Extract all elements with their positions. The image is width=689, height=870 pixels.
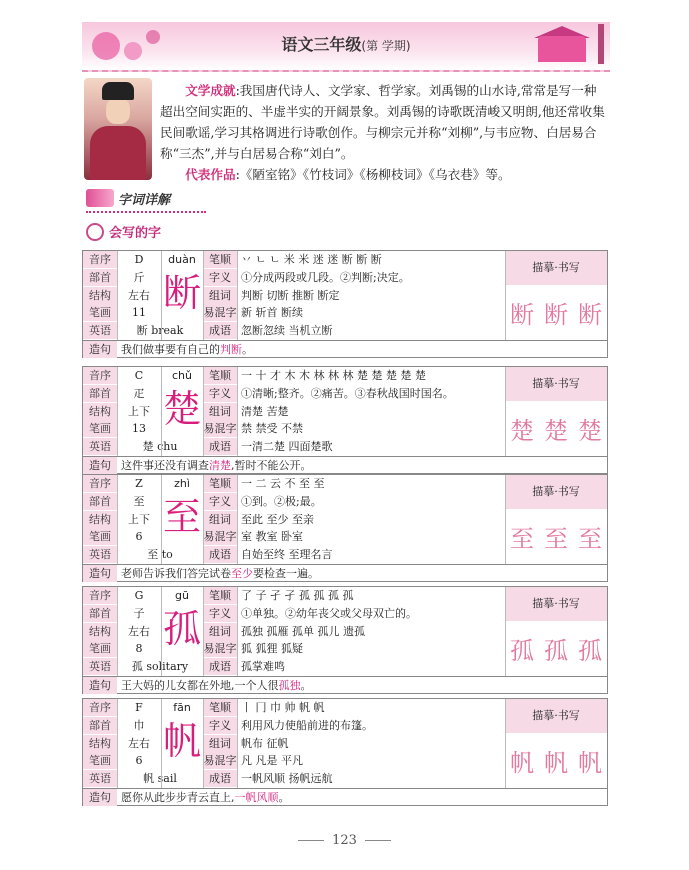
field-label: 笔顺 <box>203 475 237 492</box>
trace-practice <box>505 401 607 455</box>
field-value: ①清晰;整齐。②痛苦。③春秋战国时国名。 <box>241 386 454 400</box>
field-value: 孤掌难鸣 <box>241 660 285 674</box>
field-value: ①单独。②幼年丧父或父母双亡的。 <box>241 606 417 620</box>
field-value: ①到。②极;最。 <box>241 494 322 508</box>
field-label: 造句 <box>83 677 117 694</box>
field-label: 笔画 <box>83 420 117 437</box>
example-sentence: 造句 我们做事要有自己的判断。 <box>83 340 607 358</box>
target-character: 孤 <box>162 607 201 651</box>
trace-char: 帆 <box>578 748 602 777</box>
field-value: 至此 至少 至亲 <box>241 512 314 526</box>
field-label: 易混字 <box>203 642 237 656</box>
field-label: 字义 <box>203 385 237 402</box>
field-value: 新 斩首 断续 <box>241 306 303 320</box>
field-value: 一 二 云 不 至 至 <box>241 477 325 490</box>
target-character: 断 <box>162 271 201 315</box>
trace-label: 描摹·书写 <box>505 699 607 733</box>
example-sentence: 造句 王大妈的儿女都在外地,一个人很孤独。 <box>83 676 607 694</box>
field-label: 音序 <box>83 475 117 492</box>
trace-label: 描摹·书写 <box>505 367 607 401</box>
field-label: 笔画 <box>83 528 117 545</box>
field-label: 部首 <box>83 269 117 286</box>
field-value: F <box>135 701 143 714</box>
field-value: 8 <box>135 642 143 656</box>
trace-char: 楚 <box>510 416 534 445</box>
trace-practice <box>505 733 607 787</box>
field-label: 组词 <box>203 735 237 752</box>
field-value: G <box>134 589 144 602</box>
field-label: 组词 <box>203 287 237 304</box>
field-value: 斤 <box>133 270 145 284</box>
field-value: 自始至终 至理名言 <box>241 548 333 562</box>
highlight-word: 孤独 <box>278 679 301 692</box>
field-label: 成语 <box>203 438 237 455</box>
field-value: 丨 冂 巾 帅 帆 帆 <box>241 701 325 714</box>
field-label: 字义 <box>203 269 237 286</box>
field-label: 音序 <box>83 699 117 716</box>
highlight-word: 至少 <box>231 567 253 580</box>
author-achievement: 文学成就:我国唐代诗人、文学家、哲学家。刘禹锡的山水诗,常常是写一种超出空间实距的、半虚半实的开阔景象。刘禹锡的诗歌既清峻又明朗,他还常收集民间歌谣,学习其格调进行诗歌创作。与柳宗元并称“刘柳”,与韦应物、白居易合称“三杰”,并与白居易合称“刘白”。 <box>160 83 605 161</box>
field-label: 音序 <box>83 251 117 268</box>
section-heading: 字词详解 <box>86 188 170 208</box>
field-value: 判断 切断 推断 断定 <box>241 288 340 302</box>
trace-label: 描摹·书写 <box>505 475 607 509</box>
field-value: 11 <box>132 306 146 320</box>
field-label: 组词 <box>203 623 237 640</box>
field-value: 13 <box>132 422 146 436</box>
trace-label: 描摹·书写 <box>505 587 607 621</box>
page-number: 123 <box>0 833 689 848</box>
field-value: D <box>134 253 144 266</box>
trace-practice <box>505 621 607 675</box>
field-value: 上下 <box>128 404 150 418</box>
book-title: 语文三年级 <box>281 35 362 54</box>
trace-char: 楚 <box>578 416 602 445</box>
field-label: 成语 <box>203 546 237 563</box>
semester-label: (第 学期) <box>361 39 411 53</box>
field-value: 疋 <box>133 386 145 400</box>
trace-char: 孤 <box>510 636 534 665</box>
field-value: 帆布 征帆 <box>241 736 289 750</box>
field-label: 易混字 <box>203 306 237 320</box>
english-meaning: 断 break <box>136 324 184 338</box>
field-label: 造句 <box>83 457 117 474</box>
trace-practice <box>505 285 607 339</box>
field-label: 英语 <box>83 658 117 675</box>
trace-label: 描摹·书写 <box>505 251 607 285</box>
field-value: 子 <box>133 606 145 620</box>
field-value: C <box>134 369 144 382</box>
field-label: 结构 <box>83 403 117 420</box>
magnifier-icon <box>86 223 104 241</box>
example-sentence: 造句 这件事还没有调查清楚,暂时不能公开。 <box>83 456 607 474</box>
field-label: 造句 <box>83 565 117 582</box>
target-character: 帆 <box>162 719 201 763</box>
field-value: 禁 禁受 不禁 <box>241 422 303 436</box>
field-label: 成语 <box>203 322 237 339</box>
trace-char: 至 <box>544 524 568 553</box>
field-label: 笔画 <box>83 640 117 657</box>
field-value: 利用风力使船前进的布篷。 <box>241 718 373 732</box>
field-label: 音序 <box>83 367 117 384</box>
field-value: 狐 狐狸 狐疑 <box>241 642 303 656</box>
highlight-word: 一帆风顺 <box>234 791 279 804</box>
pinyin: zhì <box>174 477 190 490</box>
field-label: 部首 <box>83 385 117 402</box>
field-value: 左右 <box>128 736 150 750</box>
field-label: 字义 <box>203 605 237 622</box>
highlight-word: 判断 <box>220 343 242 356</box>
field-value: 左右 <box>128 288 150 302</box>
trace-char: 至 <box>510 524 534 553</box>
trace-char: 楚 <box>544 416 568 445</box>
trace-char: 孤 <box>578 636 602 665</box>
english-meaning: 孤 solitary <box>131 660 189 674</box>
target-character: 楚 <box>162 387 201 431</box>
field-value: 至 <box>133 494 145 508</box>
character-card <box>82 474 608 582</box>
pinyin: fān <box>173 701 191 714</box>
representative-works: 代表作品:《陋室铭》《竹枝词》《杨柳枝词》《乌衣巷》等。 <box>185 167 511 182</box>
example-sentence: 造句 老师告诉我们答完试卷至少要检查一遍。 <box>83 564 607 582</box>
field-label: 笔画 <box>83 752 117 769</box>
field-value: 丷 ㄴ ㄴ 米 米 迷 迷 断 断 断 <box>241 253 382 266</box>
field-label: 部首 <box>83 717 117 734</box>
field-label: 部首 <box>83 605 117 622</box>
trace-char: 断 <box>544 300 568 329</box>
field-label: 组词 <box>203 403 237 420</box>
field-label: 结构 <box>83 287 117 304</box>
english-meaning: 至 to <box>147 548 173 562</box>
field-value: 忽断忽续 当机立断 <box>241 324 333 338</box>
field-label: 笔顺 <box>203 587 237 604</box>
field-value: 清楚 苦楚 <box>241 404 289 418</box>
pinyin: duàn <box>168 253 196 266</box>
field-value: 室 教室 卧室 <box>241 530 303 544</box>
field-label: 字义 <box>203 493 237 510</box>
target-character: 至 <box>162 495 201 539</box>
field-label: 英语 <box>83 438 117 455</box>
trace-char: 至 <box>578 524 602 553</box>
field-label: 造句 <box>83 789 117 806</box>
field-value: 凡 凡是 平凡 <box>241 754 303 768</box>
author-portrait <box>84 78 152 180</box>
trace-char: 断 <box>510 300 534 329</box>
field-label: 造句 <box>83 341 117 358</box>
field-value: 孤独 孤雁 孤单 孤儿 遗孤 <box>241 624 365 638</box>
field-label: 字义 <box>203 717 237 734</box>
english-meaning: 帆 sail <box>143 772 177 786</box>
field-label: 结构 <box>83 735 117 752</box>
field-value: 左右 <box>128 624 150 638</box>
field-label: 易混字 <box>203 754 237 768</box>
field-value: 了 子 孑 孑 孤 孤 孤 孤 <box>241 589 354 602</box>
field-label: 笔顺 <box>203 251 237 268</box>
page-header <box>82 22 610 72</box>
field-value: 一 十 才 木 木 林 林 林 楚 楚 楚 楚 楚 <box>241 369 426 382</box>
character-card <box>82 586 608 694</box>
pinyin: chǔ <box>172 369 192 382</box>
trace-char: 帆 <box>544 748 568 777</box>
field-value: 上下 <box>128 512 150 526</box>
character-card <box>82 250 608 358</box>
trace-char: 孤 <box>544 636 568 665</box>
field-value: 一清二楚 四面楚歌 <box>241 440 333 454</box>
english-meaning: 楚 chu <box>142 440 178 454</box>
field-value: ①分成两段或几段。②判断;决定。 <box>241 270 410 284</box>
trace-char: 帆 <box>510 748 534 777</box>
field-label: 笔顺 <box>203 699 237 716</box>
character-card <box>82 366 608 474</box>
field-label: 笔顺 <box>203 367 237 384</box>
field-label: 易混字 <box>203 422 237 436</box>
field-label: 易混字 <box>203 530 237 544</box>
field-value: 巾 <box>133 718 145 732</box>
field-value: 一帆风顺 扬帆远航 <box>241 772 333 786</box>
page-title <box>82 32 610 55</box>
divider <box>86 211 206 213</box>
field-label: 笔画 <box>83 304 117 321</box>
field-label: 音序 <box>83 587 117 604</box>
field-label: 英语 <box>83 546 117 563</box>
field-label: 成语 <box>203 658 237 675</box>
field-value: 6 <box>135 530 143 544</box>
character-card <box>82 698 608 806</box>
subsection-heading: 会写的字 <box>86 222 161 241</box>
field-value: Z <box>135 477 143 490</box>
field-label: 成语 <box>203 770 237 787</box>
field-label: 结构 <box>83 623 117 640</box>
field-label: 组词 <box>203 511 237 528</box>
highlight-word: 清楚 <box>209 459 231 472</box>
field-label: 结构 <box>83 511 117 528</box>
field-label: 英语 <box>83 322 117 339</box>
trace-char: 断 <box>578 300 602 329</box>
field-value: 6 <box>135 754 143 768</box>
example-sentence: 造句 愿你从此步步青云直上,一帆风顺。 <box>83 788 607 806</box>
field-label: 部首 <box>83 493 117 510</box>
field-label: 英语 <box>83 770 117 787</box>
pinyin: gū <box>175 589 189 602</box>
book-icon <box>86 189 114 207</box>
trace-practice <box>505 509 607 563</box>
